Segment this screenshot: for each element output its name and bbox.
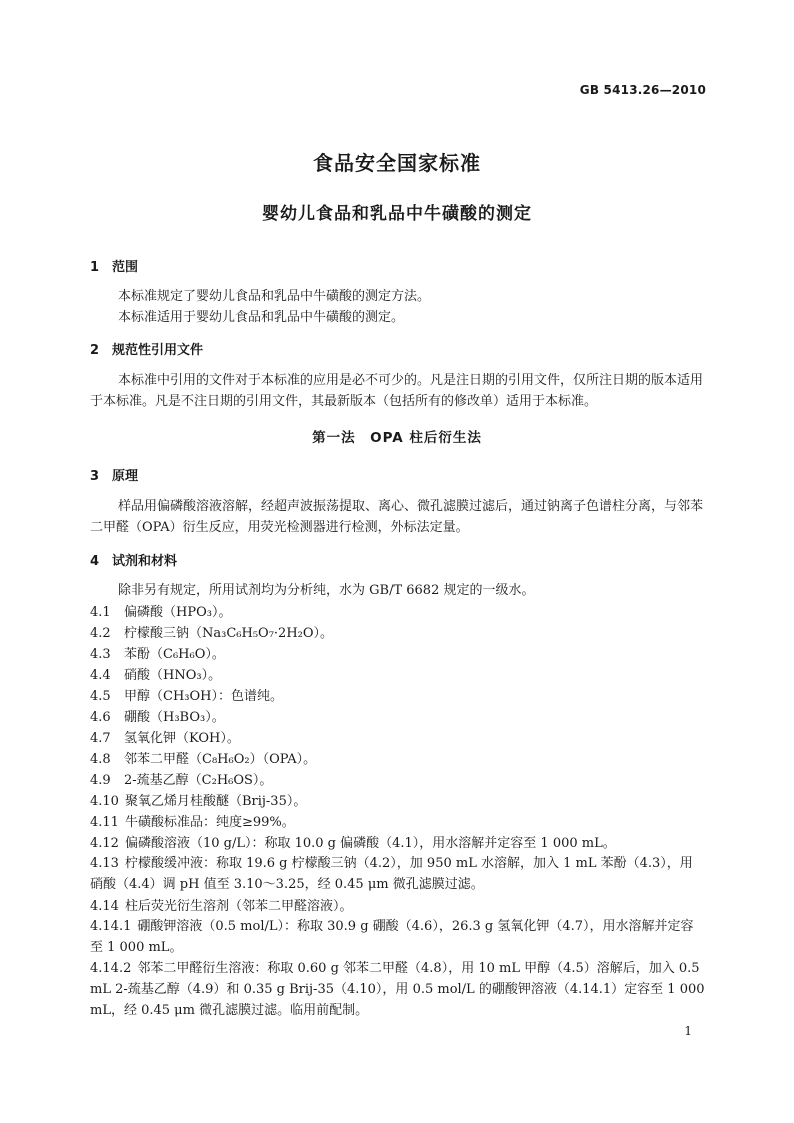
list-item: [90, 916, 705, 958]
section-number: 4: [90, 554, 100, 569]
item-number: 4.9: [90, 773, 111, 788]
list-item: [90, 601, 231, 620]
item-text: 苯酚（C₆H₆O）。: [124, 647, 225, 662]
item-number: 4.4: [90, 668, 111, 683]
section-heading-references: [90, 339, 203, 358]
section-number: 3: [90, 469, 100, 484]
item-number: 4.13: [90, 856, 119, 871]
item-number: 4.5: [90, 689, 111, 704]
paragraph-text: 本标准中引用的文件对于本标准的应用是必不可少的。凡是注日期的引用文件，仅所注日期的版本适用于本标准。凡是不注日期的引用文件，其最新版本（包括所有的修改单）适用于本标准。: [90, 373, 704, 409]
item-number: 4.6: [90, 710, 111, 725]
item-number: 4.1: [90, 605, 111, 620]
item-text: 氢氧化钾（KOH）。: [124, 731, 240, 746]
section-number: 2: [90, 343, 100, 358]
item-number: 4.14.2: [90, 961, 132, 976]
list-item: [90, 748, 316, 767]
item-number: 4.14: [90, 899, 119, 914]
item-number: 4.8: [90, 752, 111, 767]
item-text: 偏磷酸（HPO₃）。: [124, 605, 232, 620]
standard-code: GB 5413.26—2010: [579, 83, 706, 97]
list-item: [90, 811, 295, 830]
section-title: 范围: [112, 260, 139, 275]
list-item: [90, 895, 352, 914]
paragraph: 除非另有规定，所用试剂均为分析纯，水为 GB/T 6682 规定的一级水。: [118, 583, 535, 598]
item-text: 柠檬酸缓冲液：称取 19.6 g 柠檬酸三钠（4.2），加 950 mL 水溶解，加入 1 mL 苯酚（4.3），用硝酸（4.4）调 pH 值至 3.10～3.25，经 0.45 μm 微孔滤膜过滤。: [90, 856, 693, 892]
item-text: 聚氧乙烯月桂酸醚（Brij-35）。: [124, 794, 307, 809]
list-item: [90, 706, 225, 725]
document-subtitle: 婴幼儿食品和乳品中牛磺酸的测定: [262, 204, 532, 224]
paragraph: [90, 496, 705, 538]
item-text: 柱后荧光衍生溶剂（邻苯二甲醛溶液）。: [124, 899, 353, 914]
document-title: 食品安全国家标准: [313, 151, 481, 175]
item-text: 牛磺酸标准品：纯度≥99%。: [124, 815, 295, 830]
paragraph-text: 样品用偏磷酸溶液溶解，经超声波振荡提取、离心、微孔滤膜过滤后，通过钠离子色谱柱分离，与邻苯二甲醛（OPA）衍生反应，用荧光检测器进行检测，外标法定量。: [90, 499, 704, 535]
method-heading: 第一法 OPA 柱后衍生法: [312, 430, 482, 446]
page-number: 1: [684, 1024, 692, 1038]
list-item: [90, 853, 705, 895]
item-text: 硼酸（H₃BO₃）。: [124, 710, 225, 725]
list-item: [90, 790, 306, 809]
item-number: 4.11: [90, 815, 119, 830]
list-item: [90, 622, 333, 641]
list-item: [90, 643, 225, 662]
list-item: [90, 664, 221, 683]
list-item: [90, 832, 616, 851]
item-text: 2-巯基乙醇（C₂H₆OS）。: [124, 773, 273, 788]
item-text: 硼酸钾溶液（0.5 mol/L）：称取 30.9 g 硼酸（4.6），26.3 g 氢氧化钾（4.7），用水溶解并定容至 1 000 mL。: [90, 919, 694, 955]
list-item: [90, 727, 240, 746]
list-item: [90, 958, 705, 1021]
item-number: 4.7: [90, 731, 111, 746]
item-number: 4.14.1: [90, 919, 132, 934]
paragraph: [90, 370, 705, 412]
section-title: 原理: [112, 469, 139, 484]
section-heading-reagents: [90, 550, 177, 569]
section-title: 规范性引用文件: [112, 343, 204, 358]
item-text: 偏磷酸溶液（10 g/L）：称取 10.0 g 偏磷酸（4.1），用水溶解并定容至 1 000 mL。: [124, 836, 616, 851]
item-text: 柠檬酸三钠（Na₃C₆H₅O₇·2H₂O）。: [124, 626, 334, 641]
item-text: 硝酸（HNO₃）。: [124, 668, 222, 683]
paragraph: 本标准规定了婴幼儿食品和乳品中牛磺酸的测定方法。: [118, 289, 431, 304]
section-heading-scope: [90, 256, 138, 275]
list-item: [90, 769, 272, 788]
section-title: 试剂和材料: [112, 554, 178, 569]
list-item: [90, 685, 283, 704]
item-number: 4.2: [90, 626, 111, 641]
item-number: 4.12: [90, 836, 119, 851]
item-text: 甲醇（CH₃OH）：色谱纯。: [124, 689, 283, 704]
section-number: 1: [90, 260, 100, 275]
section-heading-principle: [90, 465, 138, 484]
item-number: 4.3: [90, 647, 111, 662]
item-text: 邻苯二甲醛衍生溶液：称取 0.60 g 邻苯二甲醛（4.8），用 10 mL 甲醇（4.5）溶解后，加入 0.5 mL 2-巯基乙醇（4.9）和 0.35 g Brij-35（4.10），用 0.5 mol/L 的硼酸钾溶液（4.14.1）定容至 1 000 mL，经 0.45 μm 微孔滤膜过滤。临用前配制。: [90, 961, 705, 1018]
item-text: 邻苯二甲醛（C₈H₆O₂）（OPA）。: [124, 752, 317, 767]
item-number: 4.10: [90, 794, 119, 809]
paragraph: 本标准适用于婴幼儿食品和乳品中牛磺酸的测定。: [118, 310, 405, 325]
